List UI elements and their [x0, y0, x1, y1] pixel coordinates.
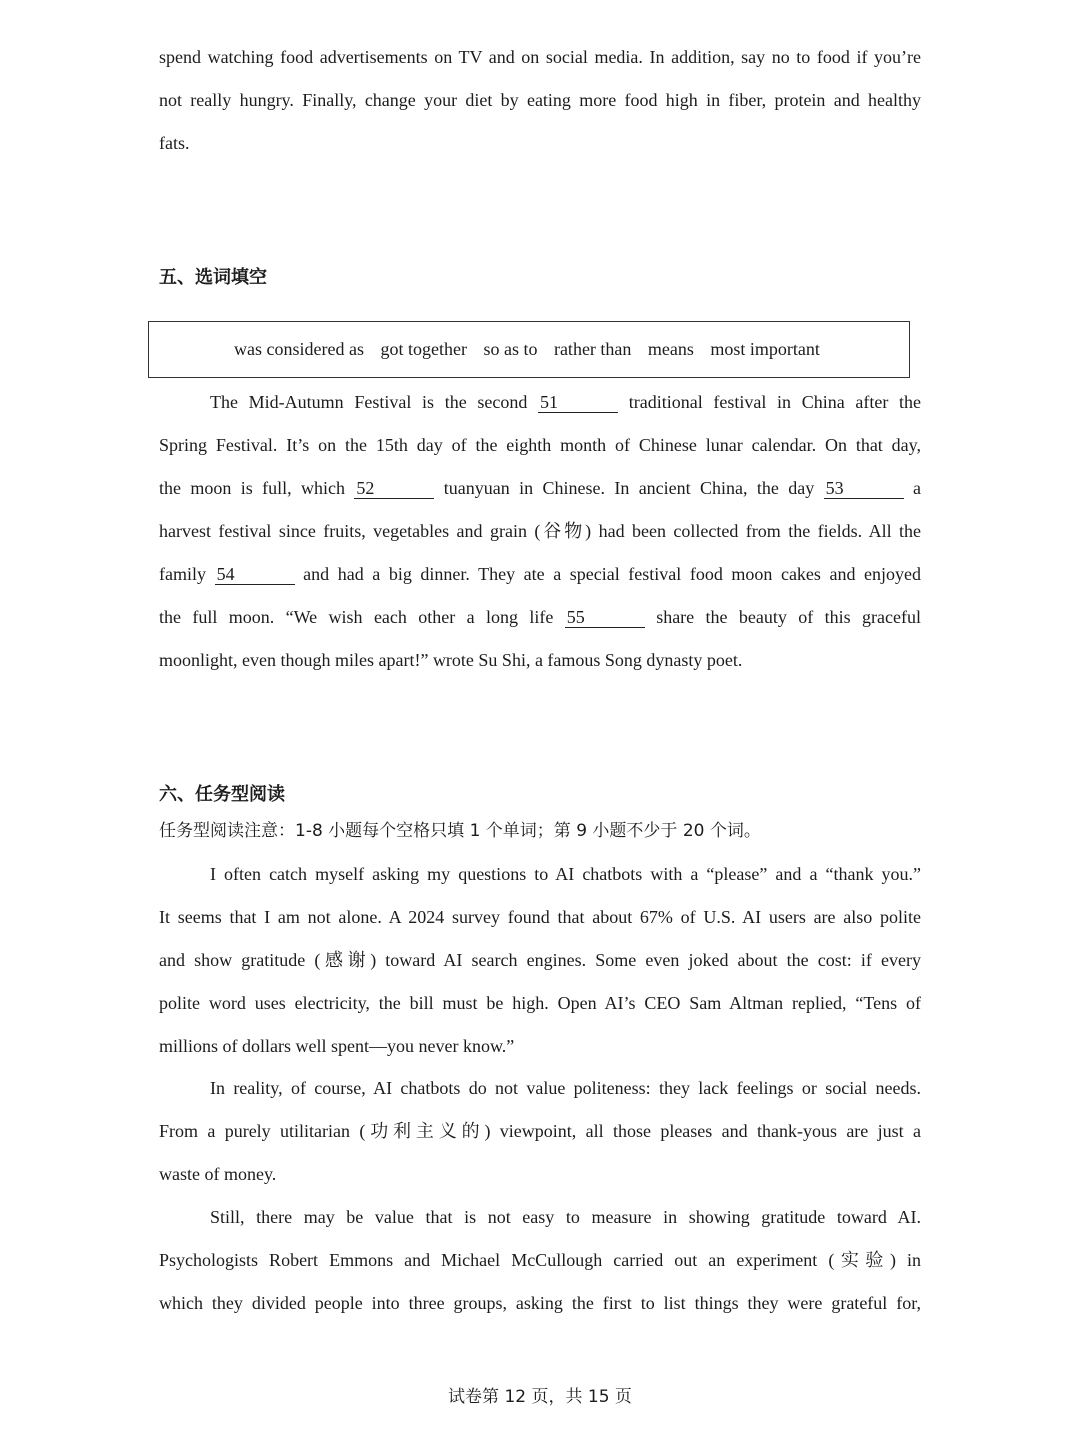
text-segment: family [159, 564, 206, 584]
word-option: got together [380, 339, 467, 359]
passage6-p2-line-2: From a purely utilitarian (功利主义的) viewpoint, all those pleases and thank-yous are just a [159, 1121, 921, 1141]
text-segment: the moon is full, which [159, 478, 345, 498]
passage6-p3-line-2: Psychologists Robert Emmons and Michael McCullough carried out an experiment (实验) in [159, 1250, 921, 1270]
section6-note: 任务型阅读注意：1-8 小题每个空格只填 1 个单词；第 9 小题不少于 20 个词。 [159, 821, 761, 841]
passage6-p2-line-1: In reality, of course, AI chatbots do not value politeness: they lack feelings or social needs. [210, 1078, 921, 1098]
section6-heading: 六、任务型阅读 [159, 784, 285, 805]
passage5-line-3 [159, 475, 921, 501]
blank-55[interactable]: 55 [565, 607, 645, 628]
passage6-p1-line-4: polite word uses electricity, the bill must be high. Open AI’s CEO Sam Altman replied, “Tens of [159, 993, 921, 1013]
passage5-line-4: harvest festival since fruits, vegetables and grain (谷物) had been collected from the fields. All the [159, 521, 921, 541]
word-option: was considered as [234, 339, 364, 359]
blank-51[interactable]: 51 [538, 392, 618, 413]
word-option: rather than [553, 339, 632, 359]
word-option: most important [710, 339, 820, 359]
passage6-p1-line-2: It seems that I am not alone. A 2024 survey found that about 67% of U.S. AI users are also polite [159, 907, 921, 927]
blank-54[interactable]: 54 [215, 564, 295, 585]
text-segment: share the beauty of this graceful [656, 607, 922, 627]
exam-page [159, 0, 921, 1440]
passage6-p1-line-5: millions of dollars well spent—you never know.” [159, 1036, 515, 1056]
passage6-p2-line-3: waste of money. [159, 1164, 277, 1184]
word-bank [234, 336, 832, 362]
passage6-p1-line-3: and show gratitude (感谢) toward AI search engines. Some even joked about the cost: if every [159, 950, 921, 970]
section5-heading: 五、选词填空 [159, 267, 267, 288]
text-segment: and had a big dinner. They ate a special festival food moon cakes and enjoyed [303, 564, 922, 584]
word-option: so as to [483, 339, 538, 359]
blank-52[interactable]: 52 [354, 478, 434, 499]
text-segment: a [913, 478, 922, 498]
blank-53[interactable]: 53 [824, 478, 904, 499]
passage5-line-6 [159, 604, 921, 630]
text-segment: tuanyuan in Chinese. In ancient China, the day [443, 478, 815, 498]
word-bank-box [148, 321, 910, 378]
text-segment: The Mid-Autumn Festival is the second [210, 392, 528, 412]
intro-line-3: fats. [159, 133, 190, 153]
passage6-p1-line-1: I often catch myself asking my questions to AI chatbots with a “please” and a “thank you.” [210, 864, 921, 884]
passage5-line-2: Spring Festival. It’s on the 15th day of the eighth month of Chinese lunar calendar. On that day, [159, 435, 921, 455]
passage5-line-5 [159, 561, 921, 587]
passage6-p3-line-3: which they divided people into three groups, asking the first to list things they were grateful for, [159, 1293, 921, 1313]
word-option: means [647, 339, 694, 359]
intro-line-2: not really hungry. Finally, change your diet by eating more food high in fiber, protein and healthy [159, 90, 921, 110]
passage6-p3-line-1: Still, there may be value that is not easy to measure in showing gratitude toward AI. [210, 1207, 921, 1227]
text-segment: traditional festival in China after the [628, 392, 922, 412]
page-footer: 试卷第 12 页，共 15 页 [448, 1387, 632, 1407]
passage5-line-1 [210, 389, 921, 415]
intro-line-1: spend watching food advertisements on TV and on social media. In addition, say no to food if you’re [159, 47, 921, 67]
passage5-line-7: moonlight, even though miles apart!” wrote Su Shi, a famous Song dynasty poet. [159, 650, 743, 670]
text-segment: the full moon. “We wish each other a long life [159, 607, 554, 627]
